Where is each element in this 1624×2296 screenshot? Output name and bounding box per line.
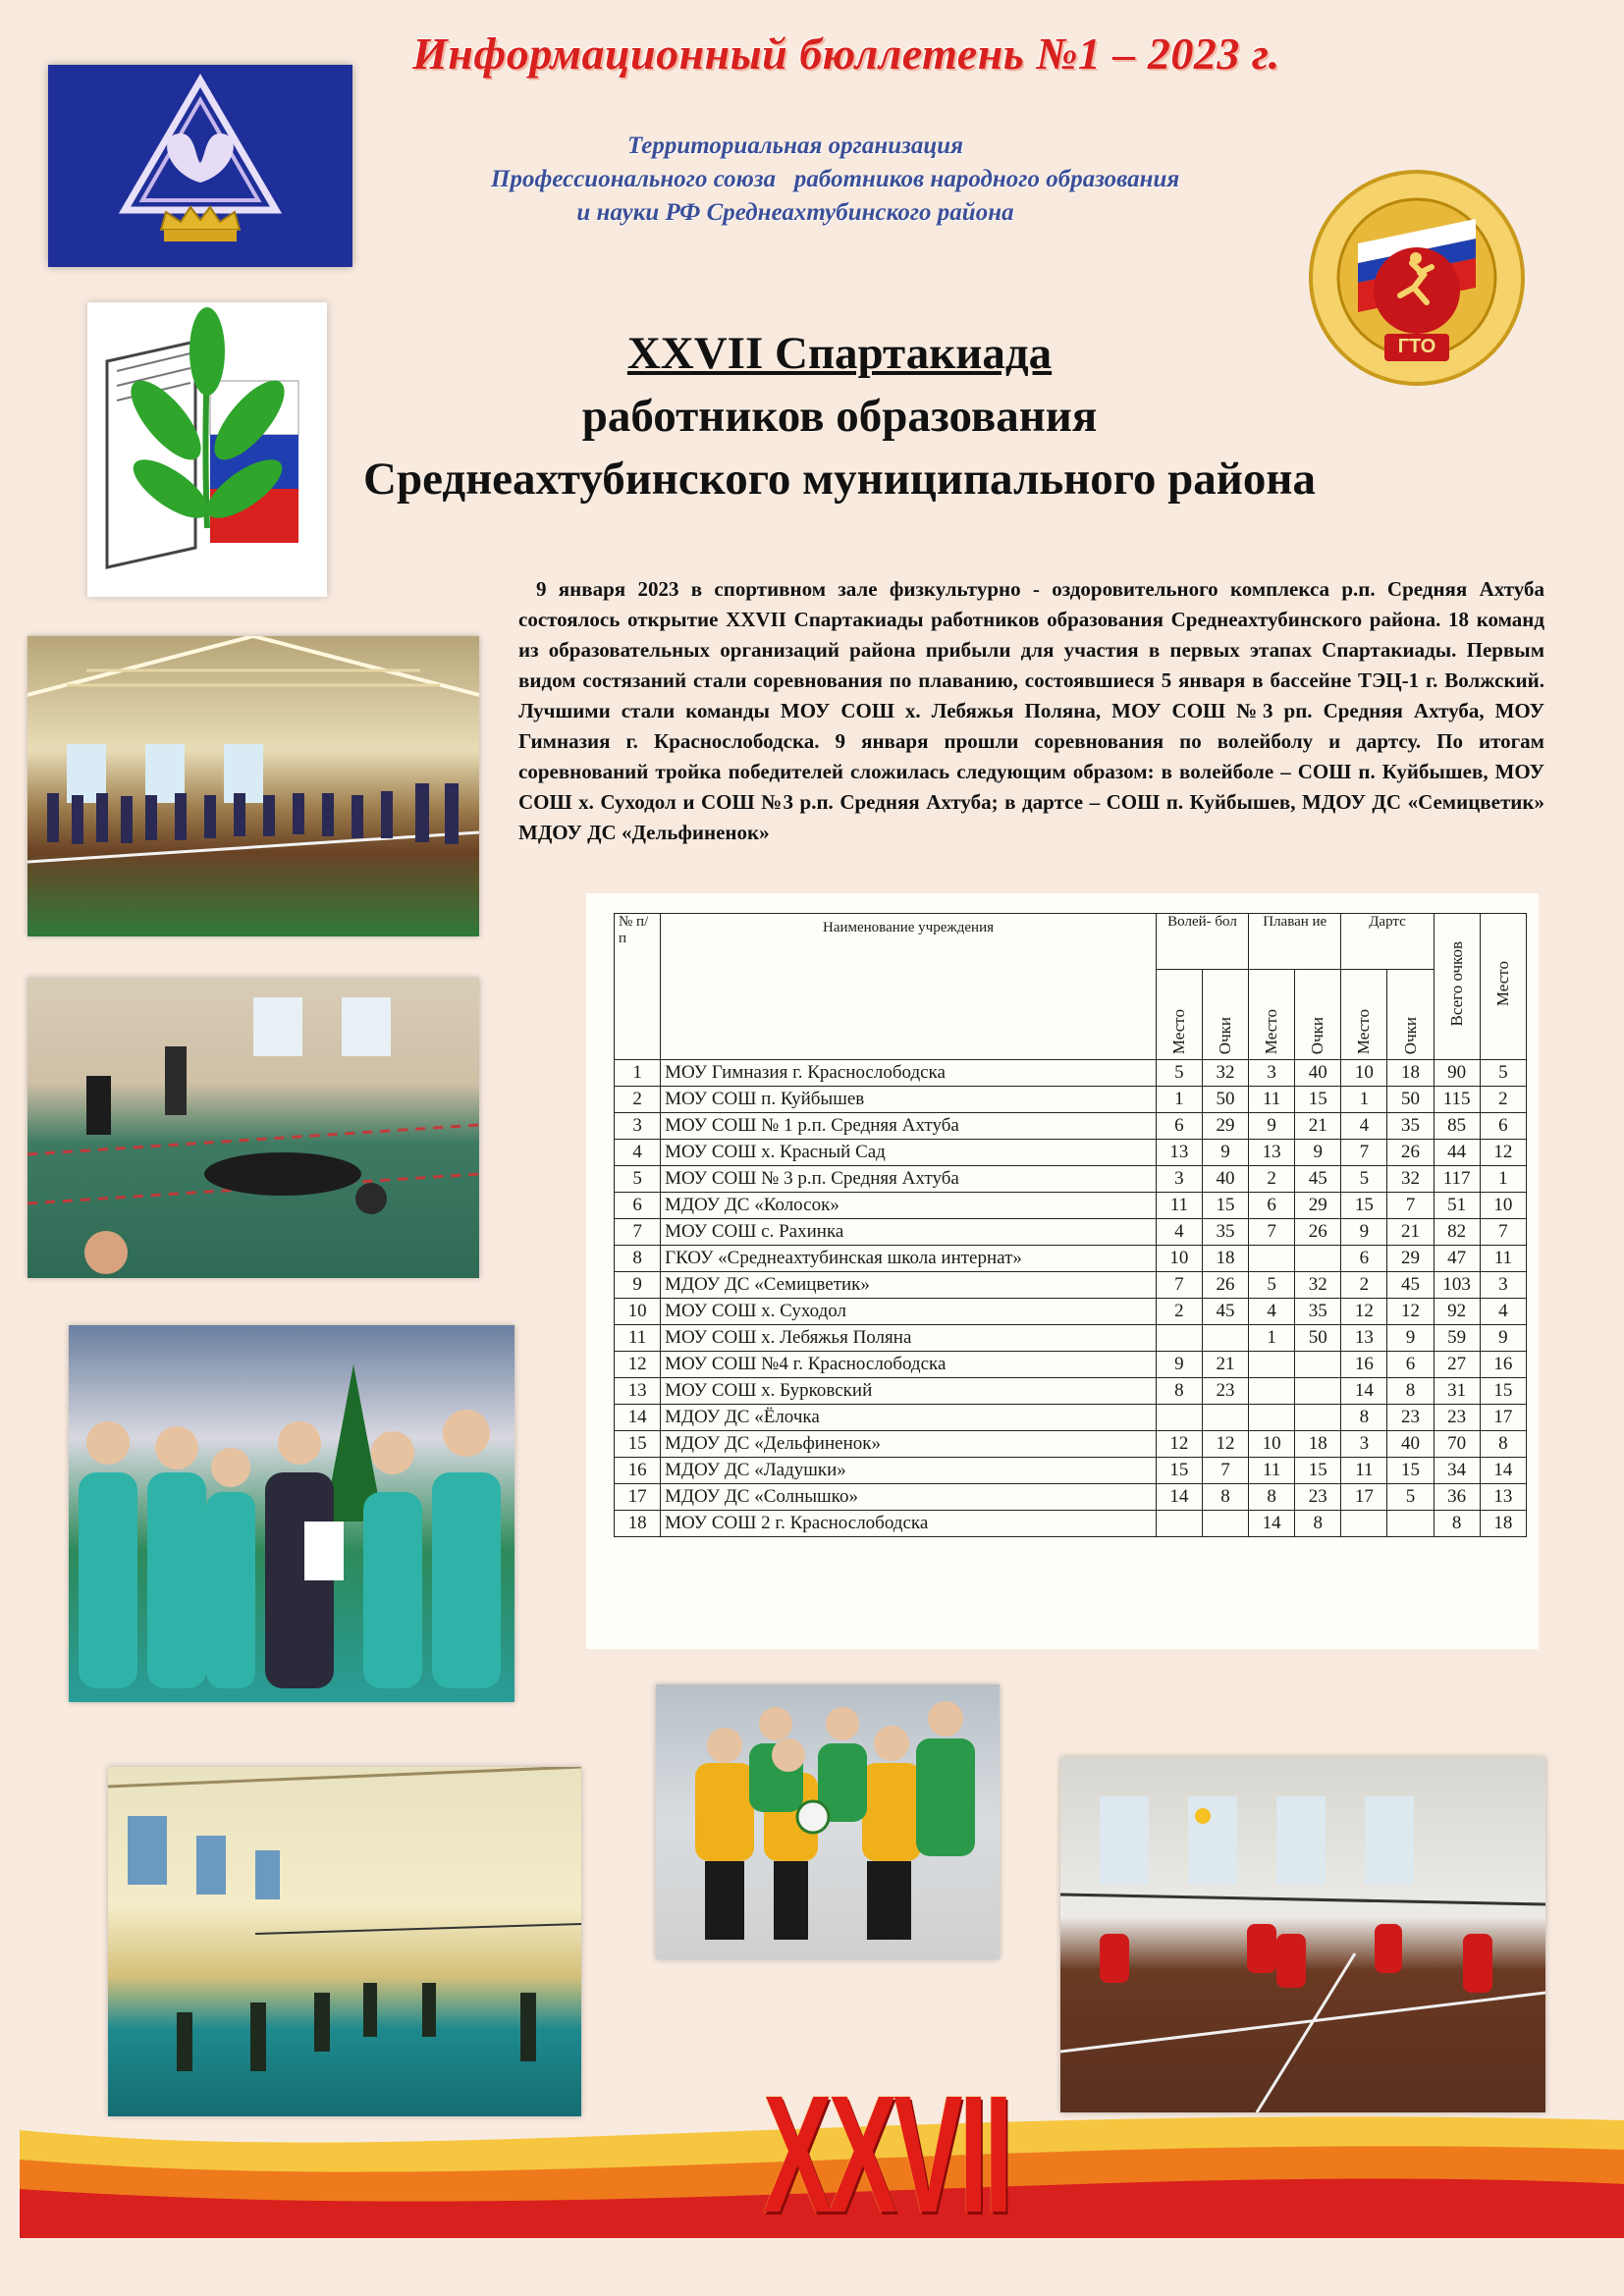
score-cell: 8 xyxy=(1434,1511,1480,1537)
score-cell: 6 xyxy=(1156,1113,1202,1140)
table-row xyxy=(615,1166,1527,1193)
score-cell: 5 xyxy=(1387,1484,1434,1511)
score-cell: 15 xyxy=(1202,1193,1248,1219)
row-number-cell: 2 xyxy=(615,1087,661,1113)
photo-opening-ceremony xyxy=(27,636,479,936)
score-cell: 14 xyxy=(1156,1484,1202,1511)
row-number-cell: 5 xyxy=(615,1166,661,1193)
score-cell: 35 xyxy=(1202,1219,1248,1246)
volleyball-scene-icon xyxy=(108,1767,581,2116)
table-row xyxy=(615,1511,1527,1537)
score-cell: 3 xyxy=(1249,1060,1295,1087)
score-cell: 21 xyxy=(1202,1352,1248,1378)
score-cell: 11 xyxy=(1480,1246,1526,1272)
score-cell: 9 xyxy=(1202,1140,1248,1166)
col-header-place-label: Место xyxy=(1492,961,1512,1007)
score-cell: 6 xyxy=(1480,1113,1526,1140)
score-cell: 45 xyxy=(1387,1272,1434,1299)
table-row xyxy=(615,1219,1527,1246)
score-cell: 10 xyxy=(1480,1193,1526,1219)
score-cell: 40 xyxy=(1295,1060,1341,1087)
score-cell: 15 xyxy=(1387,1458,1434,1484)
score-cell xyxy=(1156,1511,1202,1537)
table-row xyxy=(615,1352,1527,1378)
score-cell xyxy=(1295,1246,1341,1272)
score-cell: 3 xyxy=(1341,1431,1387,1458)
score-cell: 18 xyxy=(1295,1431,1341,1458)
score-cell: 4 xyxy=(1156,1219,1202,1246)
score-cell: 8 xyxy=(1295,1511,1341,1537)
score-cell: 47 xyxy=(1434,1246,1480,1272)
score-cell: 8 xyxy=(1480,1431,1526,1458)
score-cell: 17 xyxy=(1480,1405,1526,1431)
score-cell: 70 xyxy=(1434,1431,1480,1458)
score-cell: 9 xyxy=(1480,1325,1526,1352)
district-flag-logo xyxy=(48,65,352,267)
sub-header-points: Очки xyxy=(1387,970,1434,1060)
results-table-container xyxy=(586,893,1539,1649)
score-cell: 12 xyxy=(1480,1140,1526,1166)
col-header-name: Наименование учреждения xyxy=(661,914,1157,1060)
score-cell xyxy=(1249,1352,1295,1378)
score-cell: 6 xyxy=(1341,1246,1387,1272)
score-cell: 5 xyxy=(1156,1060,1202,1087)
title-line-2: работников образования xyxy=(581,391,1098,442)
col-header-total-label: Всего очков xyxy=(1446,941,1466,1027)
score-cell: 1 xyxy=(1480,1166,1526,1193)
photo-volleyball-match xyxy=(1060,1757,1545,2112)
score-cell: 36 xyxy=(1434,1484,1480,1511)
score-cell: 32 xyxy=(1295,1272,1341,1299)
score-cell: 23 xyxy=(1387,1405,1434,1431)
score-cell: 15 xyxy=(1341,1193,1387,1219)
bulletin-title: Информационный бюллетень №1 – 2023 г. xyxy=(412,28,1280,79)
title-line-3: Среднеахтубинского муниципального района xyxy=(363,454,1316,505)
row-number-cell: 15 xyxy=(615,1431,661,1458)
table-row xyxy=(615,1484,1527,1511)
institution-name-cell: МДОУ ДС «Дельфиненок» xyxy=(661,1431,1157,1458)
team-yellow-icon xyxy=(656,1684,1000,1959)
score-cell: 9 xyxy=(1295,1140,1341,1166)
score-cell: 8 xyxy=(1341,1405,1387,1431)
score-cell: 16 xyxy=(1341,1352,1387,1378)
score-cell: 90 xyxy=(1434,1060,1480,1087)
score-cell: 18 xyxy=(1387,1060,1434,1087)
gym-scene-icon xyxy=(27,636,479,936)
score-cell: 10 xyxy=(1341,1060,1387,1087)
score-cell: 11 xyxy=(1249,1458,1295,1484)
score-cell xyxy=(1295,1378,1341,1405)
score-cell: 1 xyxy=(1341,1087,1387,1113)
score-cell: 14 xyxy=(1249,1511,1295,1537)
score-cell: 35 xyxy=(1387,1113,1434,1140)
score-cell: 18 xyxy=(1202,1246,1248,1272)
row-number-cell: 17 xyxy=(615,1484,661,1511)
score-cell: 16 xyxy=(1480,1352,1526,1378)
row-number-cell: 14 xyxy=(615,1405,661,1431)
score-cell: 32 xyxy=(1387,1166,1434,1193)
sub-header-place: Место xyxy=(1156,970,1202,1060)
sub-header-place: Место xyxy=(1341,970,1387,1060)
row-number-cell: 7 xyxy=(615,1219,661,1246)
row-number-cell: 6 xyxy=(615,1193,661,1219)
intro-paragraph: 9 января 2023 в спортивном зале физкультурно - оздоровительного комплекса р.п. Средняя Ахтуба состоялось открытие XXVII Спартакиады работников образования Среднеахтубинского района. 18 команд из образовательных организаций района прибыли для участия в первых этапах Спартакиады. Первым видом состязаний стали соревнования по плаванию, состоявшиеся 5 января в бассейне ТЭЦ-1 г. Волжский. Лучшими стали команды МОУ СОШ х. Лебяжья Поляна, МОУ СОШ №3 рп. Средняя Ахтуба, МОУ Гимназия г. Краснослободска. 9 января прошли соревнования по волейболу и дартсу. По итогам соревнований тройка победителей сложилась следующим образом: в волейболе – СОШ п. Куйбышев, МОУ СОШ х. Суходол и СОШ №3 р.п. Средняя Ахтуба; в дартсе – СОШ п. Куйбышев, МДОУ ДС «Семицветик» МДОУ ДС «Дельфиненок» xyxy=(518,577,1544,844)
institution-name-cell: ГКОУ «Среднеахтубинская школа интернат» xyxy=(661,1246,1157,1272)
score-cell: 2 xyxy=(1341,1272,1387,1299)
score-cell: 6 xyxy=(1249,1193,1295,1219)
score-cell: 50 xyxy=(1202,1087,1248,1113)
score-cell: 18 xyxy=(1480,1511,1526,1537)
score-cell xyxy=(1202,1325,1248,1352)
score-cell: 2 xyxy=(1480,1087,1526,1113)
table-row xyxy=(615,1113,1527,1140)
institution-name-cell: МОУ СОШ №4 г. Краснослободска xyxy=(661,1352,1157,1378)
score-cell: 12 xyxy=(1202,1431,1248,1458)
score-cell: 7 xyxy=(1480,1219,1526,1246)
score-cell: 5 xyxy=(1480,1060,1526,1087)
xxvii-numeral: XXVII xyxy=(763,2061,1009,2248)
col-header-no: № п/ п xyxy=(615,914,661,1060)
score-cell xyxy=(1295,1352,1341,1378)
volleyball-match-icon xyxy=(1060,1757,1545,2112)
institution-name-cell: МДОУ ДС «Солнышко» xyxy=(661,1484,1157,1511)
institution-name-cell: МОУ СОШ п. Куйбышев xyxy=(661,1087,1157,1113)
score-cell: 13 xyxy=(1249,1140,1295,1166)
score-cell: 51 xyxy=(1434,1193,1480,1219)
score-cell: 44 xyxy=(1434,1140,1480,1166)
institution-name-cell: МОУ СОШ х. Суходол xyxy=(661,1299,1157,1325)
institution-name-cell: МДОУ ДС «Колосок» xyxy=(661,1193,1157,1219)
score-cell: 4 xyxy=(1480,1299,1526,1325)
score-cell: 7 xyxy=(1387,1193,1434,1219)
col-header-swimming: Плаван ие xyxy=(1249,914,1341,970)
score-cell: 12 xyxy=(1341,1299,1387,1325)
table-row xyxy=(615,1140,1527,1166)
score-cell: 103 xyxy=(1434,1272,1480,1299)
col-header-place xyxy=(1480,914,1526,1060)
photo-team-trophy xyxy=(69,1325,514,1702)
score-cell: 26 xyxy=(1295,1219,1341,1246)
score-cell: 15 xyxy=(1480,1378,1526,1405)
score-cell: 8 xyxy=(1202,1484,1248,1511)
row-number-cell: 8 xyxy=(615,1246,661,1272)
score-cell: 7 xyxy=(1341,1140,1387,1166)
score-cell: 9 xyxy=(1387,1325,1434,1352)
table-row xyxy=(615,1193,1527,1219)
score-cell xyxy=(1387,1511,1434,1537)
score-cell: 9 xyxy=(1341,1219,1387,1246)
score-cell: 11 xyxy=(1249,1087,1295,1113)
score-cell: 5 xyxy=(1249,1272,1295,1299)
table-row xyxy=(615,1272,1527,1299)
score-cell xyxy=(1202,1405,1248,1431)
score-cell: 11 xyxy=(1341,1458,1387,1484)
col-header-volleyball: Волей- бол xyxy=(1156,914,1248,970)
score-cell: 29 xyxy=(1387,1246,1434,1272)
score-cell: 3 xyxy=(1156,1166,1202,1193)
score-cell: 15 xyxy=(1156,1458,1202,1484)
results-table xyxy=(614,913,1527,1537)
score-cell xyxy=(1202,1511,1248,1537)
score-cell: 2 xyxy=(1156,1299,1202,1325)
score-cell: 15 xyxy=(1295,1087,1341,1113)
main-title xyxy=(295,322,1551,510)
score-cell: 13 xyxy=(1341,1325,1387,1352)
score-cell: 29 xyxy=(1202,1113,1248,1140)
score-cell: 92 xyxy=(1434,1299,1480,1325)
score-cell: 6 xyxy=(1387,1352,1434,1378)
score-cell: 40 xyxy=(1387,1431,1434,1458)
table-row xyxy=(615,1246,1527,1272)
table-row xyxy=(615,1299,1527,1325)
col-header-darts: Дартс xyxy=(1341,914,1434,970)
score-cell xyxy=(1249,1246,1295,1272)
score-cell: 21 xyxy=(1295,1113,1341,1140)
team-photo-icon xyxy=(69,1325,514,1702)
score-cell: 85 xyxy=(1434,1113,1480,1140)
table-row xyxy=(615,1458,1527,1484)
photo-volleyball-hall xyxy=(108,1767,581,2116)
org-line-3: и науки РФ Среднеахтубинского района xyxy=(576,199,1014,226)
swan-emblem-icon xyxy=(48,65,352,267)
score-cell: 23 xyxy=(1434,1405,1480,1431)
row-number-cell: 3 xyxy=(615,1113,661,1140)
row-number-cell: 1 xyxy=(615,1060,661,1087)
score-cell: 17 xyxy=(1341,1484,1387,1511)
score-cell: 15 xyxy=(1295,1458,1341,1484)
institution-name-cell: МОУ СОШ с. Рахинка xyxy=(661,1219,1157,1246)
organization-name xyxy=(491,130,1180,230)
score-cell: 45 xyxy=(1202,1299,1248,1325)
score-cell: 117 xyxy=(1434,1166,1480,1193)
score-cell: 26 xyxy=(1202,1272,1248,1299)
institution-name-cell: МОУ СОШ х. Красный Сад xyxy=(661,1140,1157,1166)
score-cell: 14 xyxy=(1480,1458,1526,1484)
institution-name-cell: МОУ СОШ х. Лебяжья Поляна xyxy=(661,1325,1157,1352)
score-cell: 50 xyxy=(1387,1087,1434,1113)
score-cell: 8 xyxy=(1387,1378,1434,1405)
table-row xyxy=(615,1060,1527,1087)
row-number-cell: 10 xyxy=(615,1299,661,1325)
table-row xyxy=(615,1325,1527,1352)
row-number-cell: 18 xyxy=(615,1511,661,1537)
sub-header-points: Очки xyxy=(1202,970,1248,1060)
score-cell: 3 xyxy=(1480,1272,1526,1299)
gto-badge-label: ГТО xyxy=(1397,336,1436,357)
score-cell: 59 xyxy=(1434,1325,1480,1352)
score-cell: 1 xyxy=(1249,1325,1295,1352)
row-number-cell: 9 xyxy=(615,1272,661,1299)
score-cell: 10 xyxy=(1249,1431,1295,1458)
sub-header-place: Место xyxy=(1249,970,1295,1060)
score-cell: 13 xyxy=(1156,1140,1202,1166)
row-number-cell: 13 xyxy=(615,1378,661,1405)
score-cell: 2 xyxy=(1249,1166,1295,1193)
score-cell: 8 xyxy=(1156,1378,1202,1405)
institution-name-cell: МОУ СОШ № 3 р.п. Средняя Ахтуба xyxy=(661,1166,1157,1193)
score-cell: 40 xyxy=(1202,1166,1248,1193)
score-cell: 11 xyxy=(1156,1193,1202,1219)
org-line-2: Профессионального союза работников народного образования xyxy=(491,166,1180,192)
table-row xyxy=(615,1405,1527,1431)
row-number-cell: 16 xyxy=(615,1458,661,1484)
title-line-1: XXVII Спартакиада xyxy=(626,328,1053,379)
org-line-1: Территориальная организация xyxy=(626,133,964,159)
col-header-total xyxy=(1434,914,1480,1060)
score-cell: 23 xyxy=(1295,1484,1341,1511)
score-cell: 7 xyxy=(1249,1219,1295,1246)
score-cell: 1 xyxy=(1156,1087,1202,1113)
score-cell xyxy=(1249,1405,1295,1431)
institution-name-cell: МДОУ ДС «Семицветик» xyxy=(661,1272,1157,1299)
results-table-body xyxy=(615,1060,1527,1537)
photo-swimming xyxy=(27,978,479,1278)
institution-name-cell: МОУ СОШ № 1 р.п. Средняя Ахтуба xyxy=(661,1113,1157,1140)
institution-name-cell: МДОУ ДС «Ёлочка xyxy=(661,1405,1157,1431)
photo-team-yellow xyxy=(656,1684,1000,1959)
score-cell: 13 xyxy=(1480,1484,1526,1511)
row-number-cell: 11 xyxy=(615,1325,661,1352)
score-cell: 35 xyxy=(1295,1299,1341,1325)
score-cell xyxy=(1156,1325,1202,1352)
sub-header-points: Очки xyxy=(1295,970,1341,1060)
table-row xyxy=(615,1378,1527,1405)
score-cell: 26 xyxy=(1387,1140,1434,1166)
score-cell: 31 xyxy=(1434,1378,1480,1405)
score-cell: 8 xyxy=(1249,1484,1295,1511)
score-cell: 34 xyxy=(1434,1458,1480,1484)
institution-name-cell: МОУ Гимназия г. Краснослободска xyxy=(661,1060,1157,1087)
score-cell: 7 xyxy=(1202,1458,1248,1484)
score-cell: 9 xyxy=(1156,1352,1202,1378)
table-row xyxy=(615,1087,1527,1113)
institution-name-cell: МОУ СОШ 2 г. Краснослободска xyxy=(661,1511,1157,1537)
score-cell: 4 xyxy=(1341,1113,1387,1140)
score-cell: 12 xyxy=(1156,1431,1202,1458)
row-number-cell: 4 xyxy=(615,1140,661,1166)
score-cell: 115 xyxy=(1434,1087,1480,1113)
pool-scene-icon xyxy=(27,978,479,1278)
score-cell: 9 xyxy=(1249,1113,1295,1140)
score-cell xyxy=(1249,1378,1295,1405)
row-number-cell: 12 xyxy=(615,1352,661,1378)
table-row xyxy=(615,1431,1527,1458)
score-cell: 5 xyxy=(1341,1166,1387,1193)
score-cell: 4 xyxy=(1249,1299,1295,1325)
institution-name-cell: МДОУ ДС «Ладушки» xyxy=(661,1458,1157,1484)
score-cell: 14 xyxy=(1341,1378,1387,1405)
score-cell: 10 xyxy=(1156,1246,1202,1272)
score-cell xyxy=(1295,1405,1341,1431)
score-cell: 7 xyxy=(1156,1272,1202,1299)
score-cell: 27 xyxy=(1434,1352,1480,1378)
score-cell: 50 xyxy=(1295,1325,1341,1352)
score-cell: 12 xyxy=(1387,1299,1434,1325)
score-cell xyxy=(1341,1511,1387,1537)
score-cell: 45 xyxy=(1295,1166,1341,1193)
score-cell: 82 xyxy=(1434,1219,1480,1246)
score-cell: 29 xyxy=(1295,1193,1341,1219)
score-cell xyxy=(1156,1405,1202,1431)
score-cell: 21 xyxy=(1387,1219,1434,1246)
score-cell: 23 xyxy=(1202,1378,1248,1405)
institution-name-cell: МОУ СОШ х. Бурковский xyxy=(661,1378,1157,1405)
score-cell: 32 xyxy=(1202,1060,1248,1087)
